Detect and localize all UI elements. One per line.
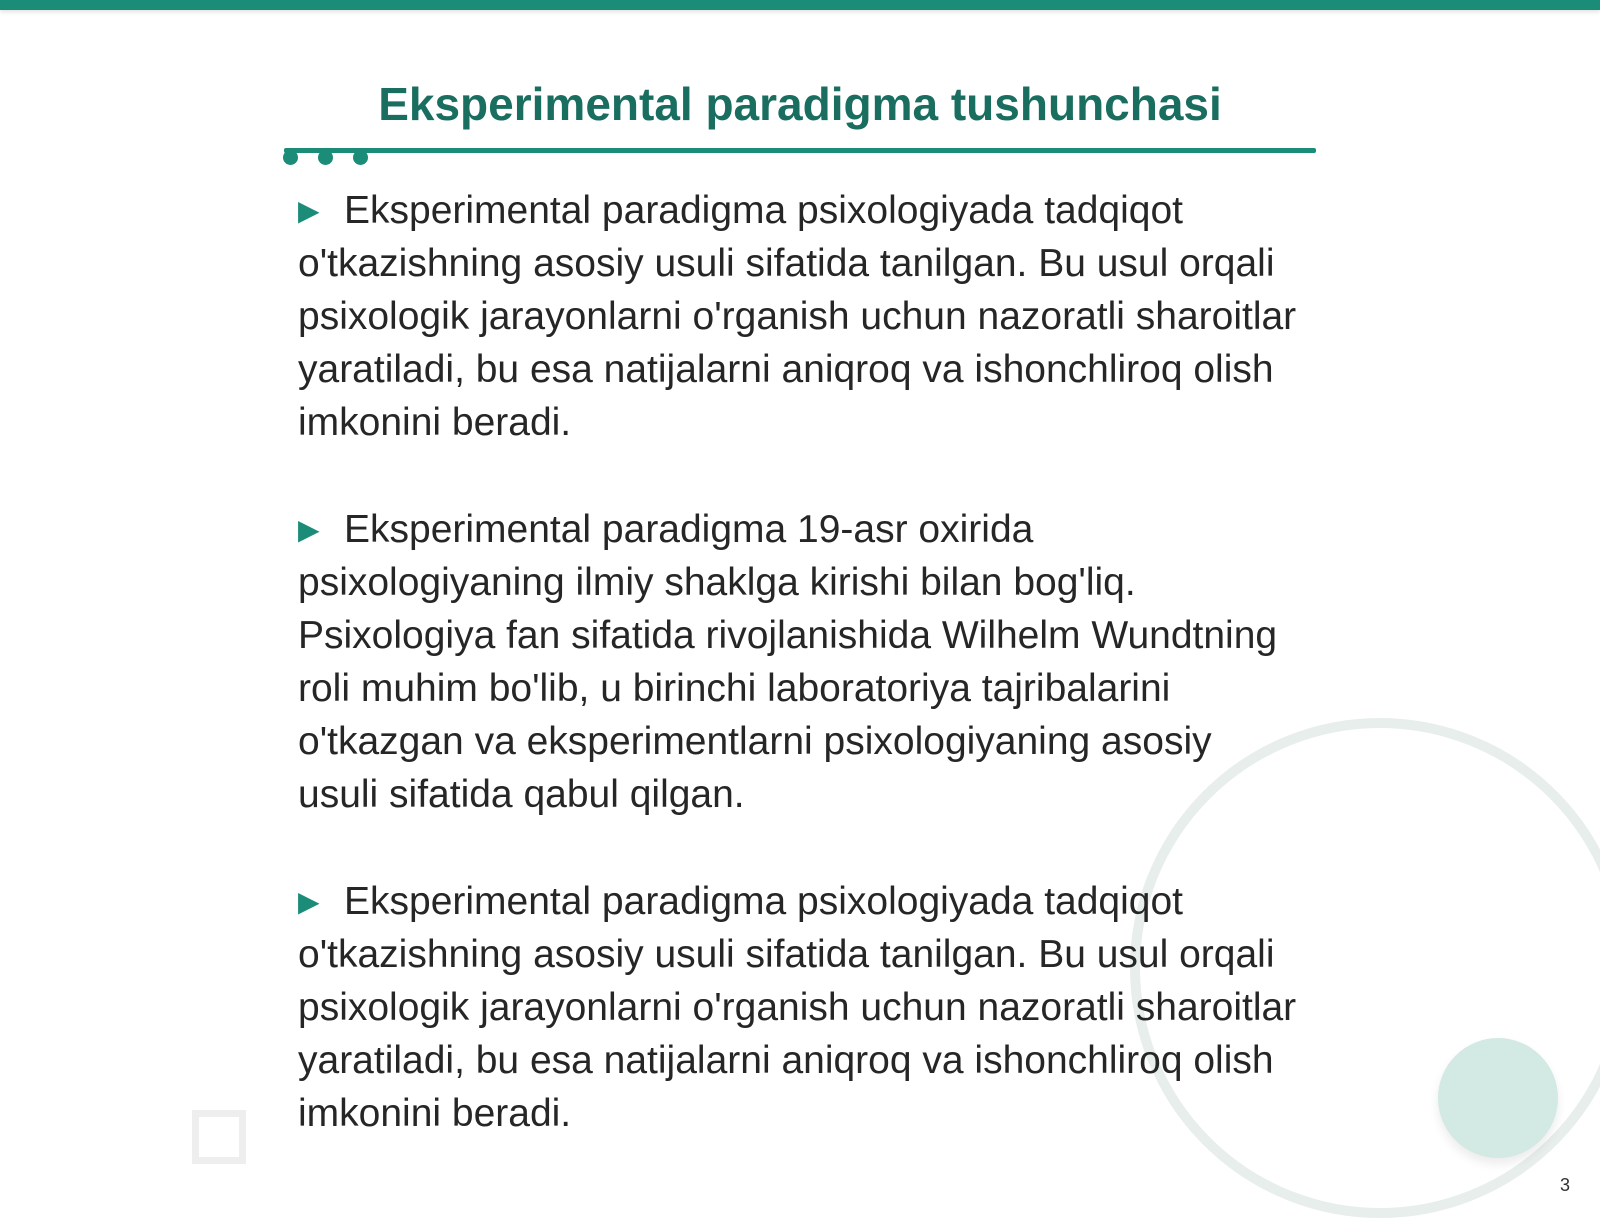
underline-dot [318, 150, 333, 165]
slide-body [298, 184, 1298, 1194]
slide-title: Eksperimental paradigma tushunchasi [378, 78, 1222, 130]
decorative-square [192, 1110, 246, 1164]
bullet-paragraph [298, 503, 1298, 821]
page-number: 3 [1559, 1175, 1570, 1195]
paragraph-text: Eksperimental paradigma 19-asr oxirida psixologiyaning ilmiy shaklga kirishi bilan bog'liq. Psixologiya fan sifatida rivojlanishida Wilhelm Wundtning roli muhim bo'lib, u birinchi laboratoriya tajribalarini o'tkazgan va eksperimentlarni psixologiyaning asosiy usuli sifatida qabul qilgan. [298, 508, 1278, 816]
paragraph-text: Eksperimental paradigma psixologiyada tadqiqot o'tkazishning asosiy usuli sifatida tanilgan. Bu usul orqali psixologik jarayonlarni o'rganish uchun nazoratli sharoitlar yaratiladi, bu esa natijalarni aniqroq va ishonchliroq olish imkonini beradi. [298, 880, 1297, 1135]
triangle-right-icon: ▶ [298, 514, 320, 545]
bullet-paragraph [298, 875, 1298, 1140]
underline-dot [353, 150, 368, 165]
bullet-paragraph [298, 184, 1298, 449]
triangle-right-icon: ▶ [298, 195, 320, 226]
paragraph-text: Eksperimental paradigma psixologiyada tadqiqot o'tkazishning asosiy usuli sifatida tanilgan. Bu usul orqali psixologik jarayonlarni o'rganish uchun nazoratli sharoitlar yaratiladi, bu esa natijalarni aniqroq va ishonchliroq olish imkonini beradi. [298, 189, 1297, 444]
underline-dot [283, 150, 298, 165]
decorative-circle [1438, 1038, 1558, 1158]
top-accent-bar [0, 0, 1600, 10]
title-underline [284, 148, 1316, 153]
triangle-right-icon: ▶ [298, 886, 320, 917]
